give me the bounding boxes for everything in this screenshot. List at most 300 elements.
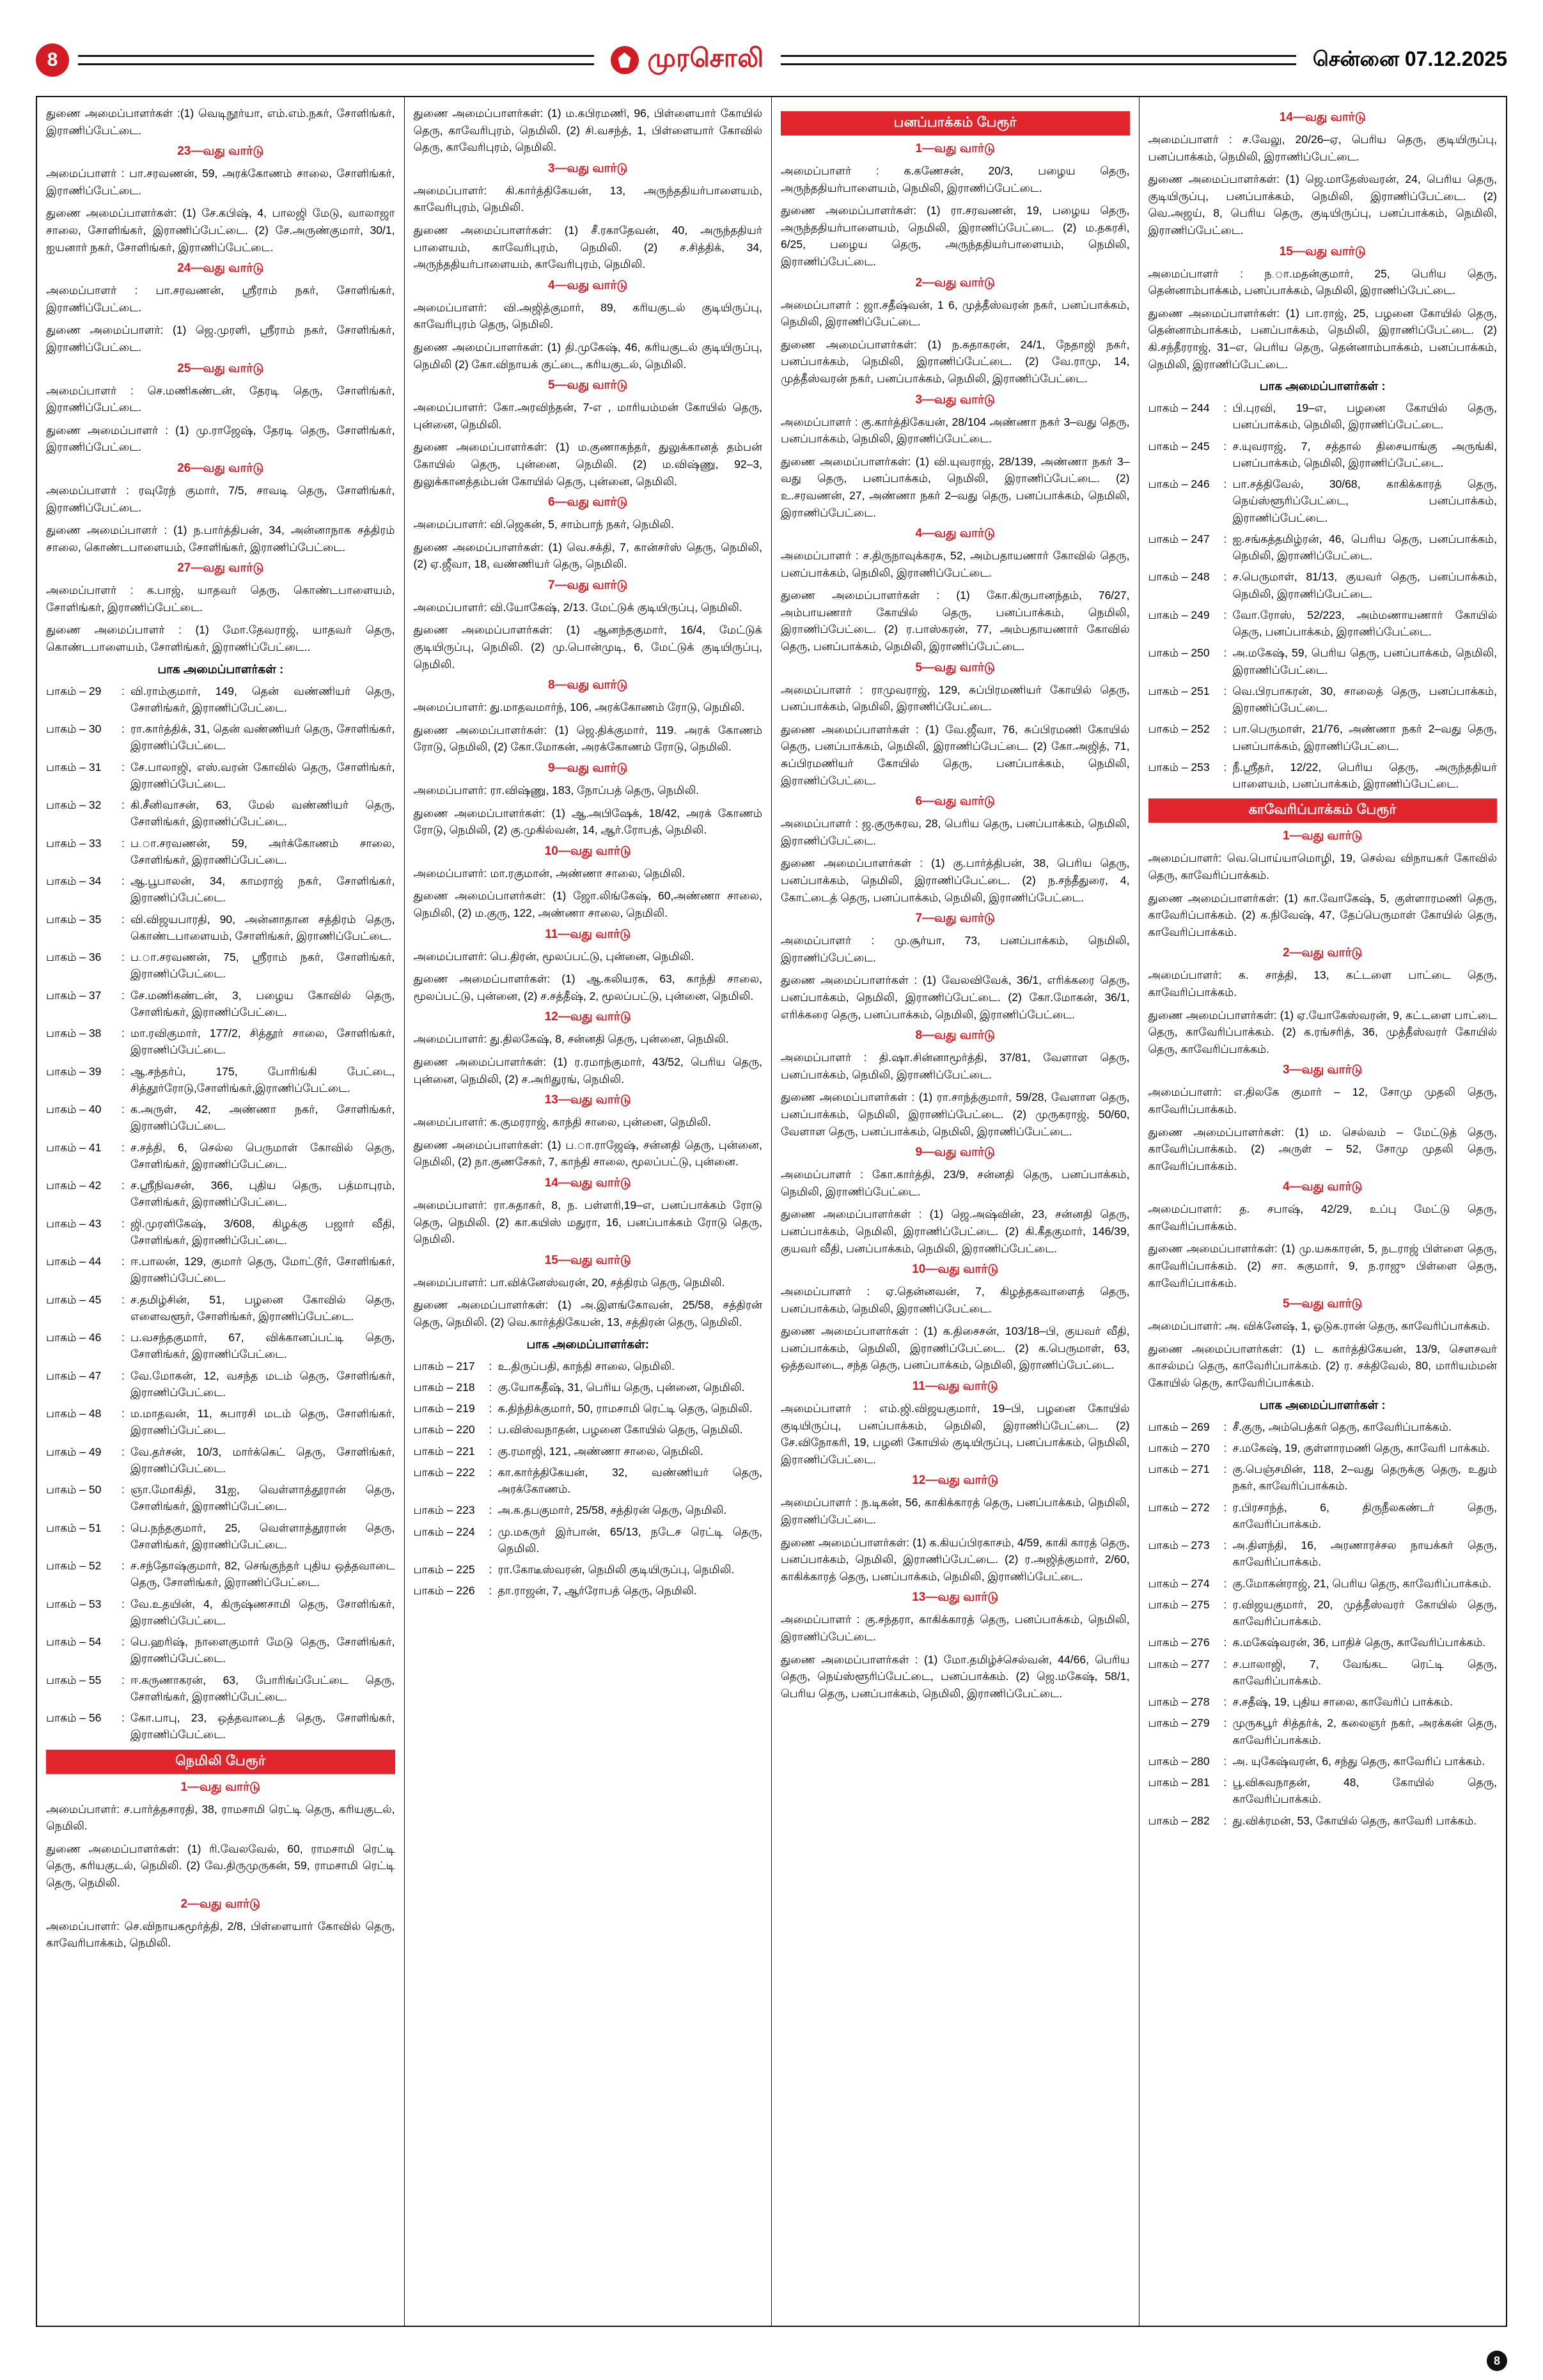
booth-separator: : (1223, 1441, 1227, 1454)
section-banner: பனப்பாக்கம் பேரூர் (781, 111, 1130, 136)
list-item (46, 683, 395, 717)
booth-officer-name: ரா.கோடீஸ்வரன், நெமிலி குடியிருப்பு, நெமிலி. (497, 1563, 735, 1576)
paragraph: அமைப்பாளர்: ரா.விஷ்ணு, 183, நோப்பத் தெரு, நெமிலி. (413, 784, 700, 797)
paragraph: அமைப்பாளர் : ச.திருநாவுக்கரசு, 52, அம்பதாயணார் கோவில் தெரு, பனப்பாக்கம், நெமிலி, இராணிப்பேட்டை. (781, 549, 1130, 579)
booth-number: பாகம் – 30 (46, 722, 102, 736)
booth-separator: : (121, 760, 125, 774)
booth-separator: : (121, 1179, 125, 1192)
booth-officer-name: ஈ.பாலன், 129, குமார் தெரு, மோட்டூர், சோளிங்கர், இராணிப்பேட்டை. (130, 1255, 395, 1285)
paragraph: துணை அமைப்பாளர்: (1) ஜெ.முரளி, ஸ்ரீராம் நகர், சோளிங்கர், இராணிப்பேட்டை. (46, 323, 395, 354)
list-item (46, 1367, 395, 1401)
booth-separator: : (121, 684, 125, 697)
list-item (46, 835, 395, 869)
paragraph: துணை அமைப்பாளர்கள்: (1) ஜோ.லிங்கேஷ், 60,அண்ணா சாலை, நெமிலி, (2) ம.குரு, 122, அண்ணா சாலை, நெமிலி. (413, 889, 762, 919)
booth-separator: : (121, 798, 125, 812)
booth-officer-name: கு.பெஞ்சமின், 118, 2–வது தெருக்கு தெரு, உதும் நகர், காவேரிப்பாக்கம். (1232, 1463, 1497, 1493)
booth-number: பாகம் – 218 (413, 1380, 475, 1394)
sub-heading: பாக அமைப்பாளர்கள் : (1259, 379, 1386, 393)
list-item (414, 1400, 763, 1417)
booth-separator: : (489, 1380, 492, 1394)
booth-officer-name: உ.திருப்பதி, காந்தி சாலை, நெமிலி. (497, 1359, 675, 1373)
paragraph: துணை அமைப்பாளர்கள் : (1) கு.பார்த்திபன், 38, பெரிய தெரு, பனப்பாக்கம், நெமிலி, இராணிப்பேட்டை. (2) ந.சந்தீதுரை, 4, கோட்டைத் தெரு, பனப்பாக்கம், நெமிலி, இராணிப்பேட்டை. (781, 857, 1130, 904)
ward-heading: 12—வது வார்டு (544, 1010, 631, 1024)
text-column (772, 97, 1140, 2326)
list-item (414, 1582, 763, 1599)
list-item (414, 1421, 763, 1438)
booth-officer-name: ச.மகேஷ், 19, குள்ளாரமணி தெரு, காவேரி பாக்கம். (1232, 1441, 1490, 1454)
booth-officer-name: து.விக்ரமன், 53, கோயில் தெரு, காவேரி பாக்கம். (1232, 1814, 1477, 1827)
booth-number: பாகம் – 244 (1148, 401, 1210, 415)
booth-separator: : (121, 1407, 125, 1420)
ward-heading: 13—வது வார்டு (544, 1093, 631, 1107)
ward-heading: 11—வது வார்டு (545, 927, 631, 941)
booth-officer-name: கு.ரமாஜி, 121, அண்ணா சாலை, நெமிலி. (497, 1444, 703, 1458)
booth-officer-name: ஐ.சங்கத்தமிழ்ரன், 46, பெரிய தெரு, பனப்பாக்கம், நெமிலி, இராணிப்பேட்டை. (1232, 532, 1497, 563)
paragraph: அமைப்பாளர்: க. சாத்தி, 13, கட்டளை பாட்டை தெரு, காவேரிப்பாக்கம். (1148, 968, 1497, 999)
booth-separator: : (121, 722, 125, 736)
booth-number: பாகம் – 277 (1148, 1657, 1210, 1670)
ward-heading: 26—வது வார்டு (177, 461, 264, 475)
booth-number: பாகம் – 223 (413, 1504, 475, 1517)
ward-heading: 4—வது வார்டு (547, 278, 628, 292)
paragraph: அமைப்பாளர் : மு.சூர்யா, 73, பனப்பாக்கம், நெமிலி, இராணிப்பேட்டை. (781, 934, 1130, 964)
page-number-badge: 8 (36, 43, 69, 77)
booth-number: பாகம் – 42 (46, 1179, 102, 1192)
paragraph: துணை அமைப்பாளர் : (1) மோ.தேவராஜ், யாதவர் தெரு, கொண்டபாளையம், சோளிங்கர், இராணிப்பேட்டை.. (46, 623, 395, 654)
booth-number: பாகம் – 247 (1148, 532, 1210, 545)
paragraph: அமைப்பாளர்: பா.விக்னேஸ்வரன், 20, சத்திரம் தெரு, நெமிலி. (413, 1275, 725, 1289)
booth-officer-name: க.அருள், 42, அண்ணா நகர், சோளிங்கர், இராணிப்பேட்டை. (130, 1103, 395, 1133)
booth-separator: : (121, 1217, 125, 1230)
booth-separator: : (489, 1504, 492, 1517)
booth-number: பாகம் – 46 (46, 1331, 102, 1344)
booth-officer-name: பி.புரவி, 19–எ, பழனை கோயில் தெரு, பனப்பாக்கம், நெமிலி, இராணிப்பேட்டை. (1232, 401, 1497, 432)
booth-number: பாகம் – 219 (413, 1402, 475, 1415)
booth-number: பாகம் – 226 (413, 1584, 475, 1598)
booth-separator: : (1223, 439, 1227, 453)
list-item (46, 873, 395, 906)
edition-date: சென்னை 07.12.2025 (1313, 47, 1508, 70)
booth-number: பாகம் – 249 (1148, 608, 1210, 621)
booth-number: பாகம் – 45 (46, 1293, 102, 1306)
ward-heading: 9—வது வார்டு (915, 1146, 995, 1160)
booth-separator: : (121, 836, 125, 850)
booth-separator: : (489, 1423, 492, 1436)
ward-heading: 7—வது வார்டு (547, 578, 628, 592)
booth-officer-name: ச.யுவராஜ், 7, சத்தால் திசையாங்கு அருங்கி, பனப்பாக்கம், நெமிலி, இராணிப்பேட்டை. (1232, 439, 1497, 469)
booth-number: பாகம் – 50 (46, 1483, 102, 1497)
booth-officer-name: வோ.ரோஸ், 52/223, அம்மணாயணார் கோயில் தெரு, பனப்பாக்கம், இராணிப்பேட்டை. (1232, 608, 1497, 639)
booth-officer-name: ப.ா.சரவணன், 75, ஸ்ரீராம் நகர், சோளிங்கர், இராணிப்பேட்டை. (130, 951, 395, 981)
paragraph: துணை அமைப்பாளர்கள்: (1) ம.கபிரமணி, 96, பிள்ளையார் கோயில் தெரு, காவேரிபுரம், நெமிலி. (2) சி.வசந்த், 1, பிள்ளையார் கோவில் தெரு, காவேரிபுரம், நெமிலி. (413, 107, 762, 154)
list-item (1148, 683, 1498, 717)
list-item (46, 759, 395, 793)
booth-officer-name: க.மகேஷ்வரன், 36, பாதிச் தெரு, காவேரிப்பாக்கம். (1232, 1636, 1486, 1649)
paragraph: அமைப்பாளர்: பெ.திரன், மூலப்பட்டு, புன்னை, நெமிலி. (413, 949, 694, 963)
booth-number: பாகம் – 280 (1148, 1754, 1210, 1768)
list-item (46, 1443, 395, 1477)
paragraph: துணை அமைப்பாளர்கள்: (1) க.கியப்பிரகாசம், 4/59, காகி காரத் தெரு, பனப்பாக்கம், நெமிலி, இராணிப்பேட்டை. (2) ர.அஜித்குமார், 2/60, காகிக்காரத் தெரு, பனப்பாக்கம், நெமிலி, இராணிப்பேட்டை. (781, 1536, 1130, 1583)
paragraph: அமைப்பாளர் : கோ.கார்த்தி, 23/9, சன்னதி தெரு, பனப்பாக்கம், நெமிலி, இராணிப்பேட்டை. (781, 1168, 1130, 1198)
paragraph: துணை அமைப்பாளர்கள் : (1) மோ.தமிழ்ச்செல்வன், 44/66, பெரிய தெரு, நெய்ஸ்ளூரிப்பேட்டை, பனப்பாக்கம். (2) ஜெ.மகேஷ், 58/1, பெரிய தெரு, பனப்பாக்கம், நெமிலி, இராணிப்பேட்டை. (781, 1653, 1130, 1700)
booth-separator: : (1223, 684, 1227, 697)
booth-separator: : (1223, 1754, 1227, 1768)
ward-heading: 3—வது வார்டு (915, 393, 995, 407)
paragraph: அமைப்பாளர் : ஜ.குருசுரவ, 28, பெரிய தெரு, பனப்பாக்கம், நெமிலி, இராணிப்பேட்டை. (781, 817, 1130, 847)
paragraph: துணை அமைப்பாளர்கள் :(1) வெடிநூர்யா, எம்.எம்.நகர், சோளிங்கர், இராணிப்பேட்டை. (46, 107, 395, 137)
paragraph: அமைப்பாளர்: வி.யோகேஷ், 2/13. மேட்டுக் குடியிருப்பு, நெமிலி. (413, 600, 742, 614)
booth-separator: : (121, 1483, 125, 1497)
booth-number: பாகம் – 32 (46, 798, 102, 812)
list-item (46, 1672, 395, 1706)
booth-number: பாகம் – 279 (1148, 1716, 1210, 1730)
booth-officer-name: வே.தர்சன், 10/3, மார்க்கெட் தெரு, சோளிங்கர், இராணிப்பேட்டை. (130, 1445, 395, 1475)
paragraph: அமைப்பாளர் : பா.சரவணன், ஸ்ரீராம் நகர், சோளிங்கர், இராணிப்பேட்டை. (46, 284, 395, 314)
paragraph: துணை அமைப்பாளர்கள் : (1) ஜெ.அஷ்வின், 23, சன்னதி தெரு, பனப்பாக்கம், நெமிலி, இராணிப்பேட்டை. (2) கி.கீதகுமார், 146/39, குயவர் வீதி, பனப்பாக்கம், நெமிலி, இராணிப்பேட்டை. (781, 1208, 1130, 1255)
booth-number: பாகம் – 274 (1148, 1576, 1210, 1590)
list-item (414, 1523, 763, 1557)
list-item (414, 1502, 763, 1518)
list-item (46, 1557, 395, 1591)
list-item (46, 911, 395, 945)
booth-separator: : (121, 1711, 125, 1725)
section-banner: நெமிலி பேரூர் (46, 1750, 395, 1774)
paragraph: துணை அமைப்பாளர்கள்: (1) வெ.சக்தி, 7, கான்சர்ஸ் தெரு, நெமிலி, (2) ஏ.ஜீவா, 18, வண்ணியர் தெரு, நெமிலி. (413, 540, 762, 571)
ward-heading: 7—வது வார்டு (915, 912, 995, 926)
booth-separator: : (1223, 608, 1227, 621)
ward-heading: 3—வது வார்டு (547, 161, 628, 175)
paragraph: துணை அமைப்பாளர்கள்: (1) ந.சுதாகரன், 24/1, நேதாஜி நகர், பனப்பாக்கம், நெமிலி, இராணிப்பேட்டை. (2) வே.ராமு, 14, முத்தீஸ்வரன் நகர், பனப்பாக்கம், நெமிலி, இராணிப்பேட்டை. (781, 338, 1130, 385)
booth-number: பாகம் – 282 (1148, 1814, 1210, 1827)
ward-heading: 2—வது வார்டு (180, 1897, 260, 1911)
booth-number: பாகம் – 51 (46, 1521, 102, 1534)
booth-number: பாகம் – 52 (46, 1559, 102, 1573)
paragraph: அமைப்பாளர் : பா.சரவணன், 59, அரக்கோணம் சாலை, சோளிங்கர், இராணிப்பேட்டை. (46, 167, 395, 197)
booth-separator: : (1223, 1598, 1227, 1611)
paragraph: அமைப்பாளர் : தி.ஷா.சின்னாமூர்த்தி, 37/81, வேளாள தெரு, பனப்பாக்கம், நெமிலி, இராணிப்பேட்டை. (781, 1051, 1130, 1081)
ward-heading: 5—வது வார்டு (1282, 1297, 1363, 1311)
booth-number: பாகம் – 225 (413, 1563, 475, 1576)
list-item (46, 949, 395, 983)
ward-heading: 13—வது வார்டு (912, 1591, 999, 1605)
list-item (1148, 1419, 1498, 1435)
booth-separator: : (1223, 760, 1227, 774)
booth-separator: : (121, 912, 125, 926)
paragraph: துணை அமைப்பாளர்கள்: (1) ரி.வேலவேல், 60, ராமசாமி ரெட்டி தெரு, கரியகுடல், நெமிலி. (2) வே.திருமுருகன், 59, ராமசாமி ரெட்டி தெரு, நெமிலி. (46, 1842, 395, 1890)
booth-number: பாகம் – 275 (1148, 1598, 1210, 1611)
booth-number: பாகம் – 217 (413, 1359, 475, 1373)
booth-officer-name: ப.வசந்தகுமார், 67, விக்கானப்பட்டி தெரு, சோளிங்கர், இராணிப்பேட்டை. (130, 1331, 395, 1361)
ward-heading: 27—வது வார்டு (177, 561, 264, 575)
booth-officer-name: ச.சந்தோஷ்குமார், 82, செங்குந்தர் புதிய ஒத்தவாடை தெரு, சோளிங்கர், இராணிப்பேட்டை. (130, 1559, 395, 1589)
list-item (46, 1520, 395, 1553)
booth-officer-name: பூ.விசுவநாதன், 48, கோயில் தெரு, காவேரிப்பாக்கம். (1232, 1776, 1497, 1806)
booth-separator: : (1223, 532, 1227, 545)
list-item (46, 1481, 395, 1515)
booth-separator: : (489, 1359, 492, 1373)
booth-officer-name: அ.க.தபகுமார், 25/58, சத்திரன் தெரு, நெமிலி. (497, 1504, 727, 1517)
booth-officer-name: ரா.கார்த்திக், 31, தென் வண்ணியர் தெரு, சோளிங்கர், இராணிப்பேட்டை. (130, 722, 395, 752)
booth-number: பாகம் – 270 (1148, 1441, 1210, 1454)
list-item (46, 1709, 395, 1743)
ward-heading: 2—வது வார்டு (1282, 946, 1363, 960)
booth-officer-name: ஜி.முரளிகேஷ், 3/608, கிழக்கு பஜார் வீதி, சோளிங்கர், இராணிப்பேட்டை. (130, 1217, 395, 1247)
footer-page-number: 8 (1487, 2351, 1507, 2371)
booth-officer-name: மா.ரவிகுமார், 177/2, சித்தூர் சாலை, சோளிங்கர், இராணிப்பேட்டை. (130, 1027, 395, 1057)
booth-separator: : (489, 1465, 492, 1479)
paragraph: அமைப்பாளர் : க.கணேசன், 20/3, பழைய தெரு, அருந்ததியர்பாளையம், நெமிலி, இராணிப்பேட்டை. (781, 164, 1130, 194)
list-item (1148, 1753, 1498, 1769)
booth-number: பாகம் – 38 (46, 1027, 102, 1040)
sub-heading: பாக அமைப்பாளர்கள் : (157, 662, 284, 676)
booth-separator: : (1223, 401, 1227, 415)
booth-number: பாகம் – 44 (46, 1255, 102, 1268)
booth-separator: : (1223, 1776, 1227, 1789)
booth-officer-name: ச.தமிழ்சின், 51, பழனை கோவில் தெரு, எளைவளூர், சோளிங்கர், இராணிப்பேட்டை. (130, 1293, 395, 1323)
list-item (1148, 1812, 1498, 1829)
paragraph: துணை அமைப்பாளர்கள்: (1) பா.ராஜ், 25, பழனை கோயில் தெரு, தென்னாம்பாக்கம், பனப்பாக்கம், நெமிலி, இராணிப்பேட்டை. (2) கி.சந்தீரராஜ், 31–எ, பெரிய தெரு, தென்னாம்பாக்கம், பனப்பாக்கம், நெமிலி, இராணிப்பேட்டை. (1148, 306, 1497, 371)
booth-officer-name: ப.ா.சரவணன், 59, அர்க்கோணம் சாலை, சோளிங்கர், இராணிப்பேட்டை. (130, 836, 395, 866)
booth-officer-name: மு.மகருர் இர்பான், 65/13, நடேச ரெட்டி தெரு, நெமிலி. (497, 1525, 762, 1555)
paragraph: அமைப்பாளர் : செ.மணிகண்டன், தேரடி தெரு, சோளிங்கர், இராணிப்பேட்டை. (46, 384, 395, 414)
ward-heading: 25—வது வார்டு (177, 361, 264, 375)
paragraph: துணை அமைப்பாளர்கள்: (1) மு.யசுகாரன், 5, நடராஜ் பிள்ளை தெரு, காவேரிப்பாக்கம். (2) சா. சுகுமார், 9, ந.ராஜு பிள்ளை தெரு, காவேரிப்பாக்கம். (1148, 1242, 1497, 1289)
booth-number: பாகம் – 246 (1148, 478, 1210, 491)
booth-number: பாகம் – 47 (46, 1369, 102, 1382)
text-column (1140, 97, 1507, 2326)
booth-number: பாகம் – 273 (1148, 1539, 1210, 1552)
ward-heading: 5—வது வார்டு (547, 378, 628, 393)
booth-separator: : (121, 1597, 125, 1610)
paragraph: அமைப்பாளர் : ந.ா.மதன்குமார், 25, பெரிய தெரு, தென்னாம்பாக்கம், பனப்பாக்கம், நெமிலி, இராணிப்பேட்டை. (1148, 267, 1497, 297)
list-item (1148, 720, 1498, 754)
list-item (1148, 607, 1498, 641)
sub-heading: பாக அமைப்பாளர்கள் : (1259, 1397, 1386, 1412)
ward-heading: 4—வது வார்டு (1282, 1180, 1363, 1194)
booth-number: பாகம் – 281 (1148, 1776, 1210, 1789)
list-item (46, 1101, 395, 1135)
ward-heading: 6—வது வார்டு (915, 795, 995, 809)
paragraph: துணை அமைப்பாளர்கள்: (1) வி.யுவராஜ், 28/139, அண்ணா நகர் 3–வது தெரு, பனப்பாக்கம், நெமிலி, இராணிப்பேட்டை. (2) உ.சரவணன், 27, அண்ணா நகர் 2–வது தெரு, பனப்பாக்கம், நெமிலி, இராணிப்பேட்டை. (781, 455, 1130, 519)
list-item (1148, 1537, 1498, 1571)
ward-heading: 10—வது வார்டு (544, 844, 631, 858)
ward-heading: 1—வது வார்டு (1282, 829, 1363, 843)
list-item (414, 1561, 763, 1578)
paragraph: அமைப்பாளர்: து.மாதவமார்ந், 106, அரக்கோணம் ரோடு, நெமிலி. (413, 701, 745, 714)
booth-officer-name: வே.மோகன், 12, வசந்த மடம் தெரு, சோளிங்கர், இராணிப்பேட்டை. (130, 1369, 395, 1399)
text-column (37, 97, 405, 2326)
list-item (46, 1633, 395, 1667)
booth-officer-name: ஞா.மோகிதி, 31ஐ, வெள்ளாத்தூரான் தெரு, சோளிங்கர், இராணிப்பேட்டை. (130, 1483, 395, 1513)
booth-officer-name: ஆ.பூபாலன், 34, காமராஜ் நகர், சோளிங்கர், இராணிப்பேட்டை. (130, 875, 395, 905)
list-item (46, 1405, 395, 1439)
booth-officer-name: அ.மகேஷ், 59, பெரிய தெரு, பனப்பாக்கம், நெமிலி, இராணிப்பேட்டை. (1232, 646, 1497, 676)
paragraph: அமைப்பாளர் : ஏ.தென்னவன், 7, கிழத்தகவாளைத் தெரு, பனப்பாக்கம், நெமிலி, இராணிப்பேட்டை. (781, 1285, 1130, 1315)
booth-number: பாகம் – 39 (46, 1064, 102, 1078)
paragraph: அமைப்பாளர் : ச.வேலு, 20/26–ஏ, பெரிய தெரு, குடியிருப்பு, பனப்பாக்கம், நெமிலி, இராணிப்பேட்டை. (1148, 133, 1497, 163)
ward-heading: 6—வது வார்டு (547, 495, 628, 509)
paragraph: அமைப்பாளர்: எ.திலகே குமார் – 12, சோமு முதலி தெரு, காவேரிப்பாக்கம். (1148, 1085, 1497, 1116)
booth-separator: : (121, 1635, 125, 1649)
list-item (1148, 1656, 1498, 1690)
booth-separator: : (121, 1331, 125, 1344)
text-column (405, 97, 772, 2326)
ward-heading: 24—வது வார்டு (177, 261, 264, 276)
paragraph: அமைப்பாளர்: வெ.பொய்யாமொழி, 19, செல்வ விநாயகர் கோவில் தெரு, காவேரிப்பாக்கம். (1148, 852, 1497, 882)
booth-separator: : (121, 951, 125, 964)
list-item (1148, 1575, 1498, 1592)
booth-officer-name: ச.பெருமாள், 81/13, குயவர் தெரு, பனப்பாக்கம், நெமிலி, இராணிப்பேட்டை. (1232, 570, 1497, 600)
paragraph: அமைப்பாளர் : ரவுரேந் குமார், 7/5, சாவடி தெரு, சோளிங்கர், இராணிப்பேட்டை. (46, 483, 395, 514)
booth-number: பாகம் – 55 (46, 1673, 102, 1686)
booth-officer-name: ர.விஜயகுமார், 20, முத்தீஸ்வரர் கோயில் தெரு, காவேரிப்பாக்கம். (1232, 1598, 1497, 1628)
sub-heading: பாக அமைப்பாளர்கள்: (526, 1337, 650, 1351)
booth-separator: : (489, 1584, 492, 1598)
booth-officer-name: ச.சதீஷ், 19, புதிய சாலை, காவேரிப் பாக்கம். (1232, 1695, 1453, 1709)
masthead-center (594, 44, 781, 76)
paragraph: அமைப்பாளர்: செ.விநாயகமூர்த்தி, 2/8, பிள்ளையார் கோவில் தெரு, காவேரிபாக்கம், நெமிலி. (46, 1919, 395, 1950)
booth-number: பாகம் – 35 (46, 912, 102, 926)
ward-heading: 14—வது வார்டு (1279, 111, 1366, 124)
booth-officer-name: சீ.குரு, அம்பெத்கர் தெரு, காவேரிப்பாக்கம். (1232, 1420, 1452, 1433)
paragraph: அமைப்பாளர்: ச.பார்த்தசாரதி, 38, ராமசாமி ரெட்டி தெரு, கரியகுடல், நெமிலி. (46, 1802, 395, 1833)
paragraph: அமைப்பாளர்: கோ.அரவிந்தன், 7-எ , மாரியம்மன் கோயில் தெரு, புன்னை, நெமிலி. (413, 401, 762, 431)
list-item (46, 1215, 395, 1249)
paragraph: அமைப்பாளர்: க.குமரராஜ், காந்தி சாலை, புன்னை, நெமிலி. (413, 1116, 711, 1129)
booth-separator: : (1223, 646, 1227, 660)
booth-number: பாகம் – 248 (1148, 570, 1210, 584)
booth-separator: : (1223, 570, 1227, 584)
booth-number: பாகம் – 48 (46, 1407, 102, 1420)
paragraph: அமைப்பாளர் : ஜா.சதீஷ்வன், 1 6, முத்தீஸ்வரன் நகர், பனப்பாக்கம், நெமிலி, இராணிப்பேட்டை. (781, 298, 1130, 329)
ward-heading: 5—வது வார்டு (915, 660, 995, 674)
booth-separator: : (1223, 1636, 1227, 1649)
booth-separator: : (1223, 1716, 1227, 1730)
list-item (46, 1177, 395, 1211)
paragraph: துணை அமைப்பாளர்கள்: (1) அ.இளங்கோவன், 25/58, சத்திரன் தெரு, நெமிலி. (2) வெ.கார்த்திகேயன், 13, சத்திரன் தெரு, நெமிலி. (413, 1298, 762, 1328)
paragraph: அமைப்பாளர்: மா.ரகுமான், அண்ணா சாலை, நெமிலி. (413, 866, 685, 880)
booth-number: பாகம் – 253 (1148, 760, 1210, 774)
booth-separator: : (121, 1103, 125, 1116)
booth-officer-name: ஈ.கருணாகரன், 63, போரிங்ப்பேட்டை தெரு, சோளிங்கர், இராணிப்பேட்டை. (130, 1673, 395, 1703)
ward-heading: 2—வது வார்டு (915, 276, 995, 290)
paragraph: அமைப்பாளர்: து.திலகேஷ், 8, சன்னதி தெரு, புன்னை, நெமிலி. (413, 1032, 729, 1046)
booth-officer-name: ஆ.சந்தர்ப், 175, போரிங்கி பேட்டை, சித்தூர்ரோடு,சோளிங்கர்,இராணிப்பேட்டை. (130, 1064, 395, 1094)
booth-separator: : (1223, 1695, 1227, 1709)
booth-officer-name: அ. யுகேஷ்வரன், 6, சந்து தெரு, காவேரிப் பாக்கம். (1232, 1754, 1485, 1768)
booth-separator: : (1223, 1420, 1227, 1433)
ward-heading: 11—வது வார்டு (912, 1380, 998, 1394)
paragraph: அமைப்பாளர் : ராமுவராஜ், 129, சுப்பிரமணியர் கோயில் தெரு, பனப்பாக்கம், நெமிலி, இராணிப்பேட்டை. (781, 683, 1130, 713)
ward-heading: 3—வது வார்டு (1282, 1063, 1363, 1077)
booth-separator: : (121, 875, 125, 888)
booth-number: பாகம் – 222 (413, 1465, 475, 1479)
booth-separator: : (121, 988, 125, 1002)
booth-separator: : (1223, 722, 1227, 736)
booth-number: பாகம் – 224 (413, 1525, 475, 1538)
paragraph: அமைப்பாளர் : கு.சந்தரா, காகிக்காரத் தெரு, பனப்பாக்கம், நெமிலி, இராணிப்பேட்டை. (781, 1613, 1130, 1643)
paragraph: துணை அமைப்பாளர்கள்: (1) ம. செல்வம் – மேட்டுத் தெரு, காவேரிப்பாக்கம். (2) அருள் – 52, சோமு முதலி தெரு, காவேரிப்பாக்கம். (1148, 1125, 1497, 1172)
paragraph: துணை அமைப்பாளர்கள்: (1) ஆ.கலியரக, 63, காந்தி சாலை, மூலப்பட்டு, புன்னை, (2) ச.சத்தீஷ், 2, மூலப்பட்டு, புன்னை, நெமிலி. (413, 972, 762, 1002)
booth-number: பாகம் – 54 (46, 1635, 102, 1649)
booth-separator: : (489, 1402, 492, 1415)
list-item (414, 1443, 763, 1459)
booth-officer-name: கி.சீனிவாசன், 63, மேல் வண்ணியர் தெரு, சோளிங்கர், இராணிப்பேட்டை. (130, 798, 395, 828)
paragraph: துணை அமைப்பாளர்கள்: (1) ஆனந்தகுமார், 16/4, மேட்டுக் குடியிருப்பு, நெமிலி. (2) மு.பொன்முடி, 6, மேட்டுக் குடியிருப்பு, நெமிலி. (413, 623, 762, 671)
paragraph: துணை அமைப்பாளர்கள் : (1) கோ.கிருபானந்தம், 76/27, அம்பாயணார் கோயில் தெரு, பனப்பாக்கம், நெமிலி, இராணிப்பேட்டை. (2) ர.பாஸ்கரன், 77, அம்பதாயணார் கோவில் தெரு, பனப்பாக்கம், நெமிலி, இராணிப்பேட்டை. (781, 589, 1130, 653)
booth-number: பாகம் – 252 (1148, 722, 1210, 736)
list-item (414, 1464, 763, 1498)
paragraph: அமைப்பாளர்: வி.அஜித்குமார், 89, கரியகுடல் குடியிருப்பு, காவேரிபுரம் தெரு, நெமிலி. (413, 300, 762, 331)
paragraph: அமைப்பாளர்: த. சபாஷ், 42/29, உப்பு மேட்டு தெரு, காவேரிப்பாக்கம். (1148, 1202, 1497, 1233)
paragraph: அமைப்பாளர் : கு.கார்த்திகேயன், 28/104 அண்ணா நகர் 3–வது தெரு, பனப்பாக்கம், நெமிலி, இராணிப்பேட்டை. (781, 415, 1130, 446)
booth-separator: : (1223, 1463, 1227, 1476)
publication-title: முரசொலி (647, 44, 764, 72)
paragraph: துணை அமைப்பாளர்கள்: (1) ம.குணாகந்தர், துலுக்கானத் தம்பன் கோயில் தெரு, புன்னை, நெமிலி. (2) ம.விஷ்ணு, 92–3, துலுக்கானத்தம்பன் கோயில் தெரு, புன்னை, நெமிலி. (413, 440, 762, 488)
paragraph: துணை அமைப்பாளர்கள்: (1) சே.கபிஷ், 4, பாலஜி மேடு, வாலாஜா சாலை, சோளிங்கர், இராணிப்பேட்டை. (2) சே.அருண்குமார், 30/1, ஐயனார் நகர், சோளிங்கர், இராணிப்பேட்டை. (46, 206, 395, 254)
booth-officer-name: பா.பெருமாள், 21/76, அண்ணா நகர் 2–வது தெரு, பனப்பாக்கம், இராணிப்பேட்டை. (1232, 722, 1497, 752)
masthead (36, 31, 1507, 89)
booth-officer-name: முருகபூர் சித்தர்க், 2, கலைஞர் நகர், அரக்கன் தெரு, காவேரிப்பாக்கம். (1232, 1716, 1497, 1746)
ward-heading: 8—வது வார்டு (547, 678, 628, 692)
booth-number: பாகம் – 251 (1148, 684, 1210, 697)
booth-number: பாகம் – 29 (46, 684, 102, 697)
booth-number: பாகம் – 43 (46, 1217, 102, 1230)
booth-officer-name: சே.மணிகண்டன், 3, பழைய கோவில் தெரு, சோளிங்கர், இராணிப்பேட்டை. (130, 988, 395, 1018)
booth-number: பாகம் – 276 (1148, 1636, 1210, 1649)
ward-heading: 12—வது வார்டு (912, 1474, 999, 1488)
paragraph: அமைப்பாளர் : எம்.ஜி.விஜயகுமார், 19–பி, பழனை கோயில் குடியிருப்பு, பனப்பாக்கம், நெமிலி, இராணிப்பேட்டை. (2) சே.விநோகரி, 19, பழனி கோயில் குடியிருப்பு, பனப்பாக்கம், நெமிலி, இராணிப்பேட்டை. (781, 1402, 1130, 1466)
ward-heading: 1—வது வார்டு (180, 1780, 260, 1794)
booth-number: பாகம் – 31 (46, 760, 102, 774)
booth-officer-name: பெ.நந்தகுமார், 25, வெள்ளாத்தூரான் தெரு, சோளிங்கர், இராணிப்பேட்டை. (130, 1521, 395, 1551)
booth-number: பாகம் – 250 (1148, 646, 1210, 660)
list-item (1148, 568, 1498, 602)
booth-officer-name: நீ.ஸ்ரீதர், 12/22, பெரிய தெரு, அருந்ததியர் பாளையம், பனப்பாக்கம், இராணிப்பேட்டை. (1232, 760, 1497, 791)
list-item (414, 1379, 763, 1396)
ward-heading: 15—வது வார்டு (544, 1253, 631, 1267)
booth-officer-name: வெ.பிரபாகரன், 30, சாலைத் தெரு, பனப்பாக்கம், இராணிப்பேட்டை. (1232, 684, 1497, 715)
booth-separator: : (489, 1525, 492, 1538)
paragraph: துணை அமைப்பாளர்கள்: (1) ஏ.யோகேஸ்வரன், 9, கட்டளை பாட்டை தெரு, காவேரிப்பாக்கம். (2) க.ரங்சரித், 36, முத்தீஸ்வரர் கோயில் தெரு, காவேரிப்பாக்கம். (1148, 1008, 1497, 1055)
list-item (1148, 1596, 1498, 1630)
ward-heading: 1—வது வார்டு (915, 142, 995, 155)
list-item (1148, 1774, 1498, 1808)
booth-officer-name: ப.விஸ்வநாதன், பழனை கோயில் தெரு, நெமிலி. (497, 1423, 743, 1436)
list-item (1148, 400, 1498, 433)
list-item (1148, 759, 1498, 793)
ward-heading: 8—வது வார்டு (915, 1029, 995, 1043)
booth-number: பாகம் – 245 (1148, 439, 1210, 453)
paragraph: துணை அமைப்பாளர்கள்: (1) ஆ.அபிஷேக், 18/42, அரக் கோணம் ரோடு, நெமிலி, (2) கு.முகில்வன், 14, ஆர்.ரோபத், நெமிலி. (413, 806, 762, 837)
booth-separator: : (121, 1140, 125, 1154)
ward-heading: 14—வது வார்டு (544, 1176, 631, 1190)
booth-separator: : (121, 1559, 125, 1573)
booth-officer-name: ச.ஸ்ரீநிவசன், 366, புதிய தெரு, பத்மாபுரம், சோளிங்கர், இராணிப்பேட்டை. (130, 1179, 395, 1209)
booth-separator: : (1223, 1500, 1227, 1514)
paragraph: துணை அமைப்பாளர்கள்: (1) ஜெ.மாதேஸ்வரன், 24, பெரிய தெரு, குடியிருப்பு, பனப்பாக்கம், நெமிலி, இராணிப்பேட்டை. (2) வெ.அஜய், 8, பெரிய தெரு, குடியிருப்பு, பனப்பாக்கம், நெமிலி, இராணிப்பேட்டை. (1148, 173, 1497, 237)
booth-separator: : (1223, 1576, 1227, 1590)
paragraph: துணை அமைப்பாளர்கள்: (1) ரா.சரவணன், 19, பழைய தெரு, அருந்ததியர்பாளையம், நெமிலி, இராணிப்பேட்டை. (2) ம.தகரசி, 6/25, பழைய தெரு, அருந்ததியர்பாளையம், நெமிலி, இராணிப்பேட்டை. (781, 204, 1130, 268)
booth-officer-name: ம.மாதவன், 11, சுபாரசி மடம் தெரு, சோளிங்கர், இராணிப்பேட்டை. (130, 1407, 395, 1437)
booth-separator: : (1223, 1657, 1227, 1670)
list-item (1148, 644, 1498, 678)
booth-number: பாகம் – 36 (46, 951, 102, 964)
paragraph: அமைப்பாளர்: வி.ஜெகன், 5, சாம்பாந் நகர், நெமிலி. (413, 518, 674, 531)
ward-heading: 9—வது வார்டு (547, 761, 628, 775)
booth-separator: : (489, 1563, 492, 1576)
ward-heading: 4—வது வார்டு (915, 527, 995, 541)
